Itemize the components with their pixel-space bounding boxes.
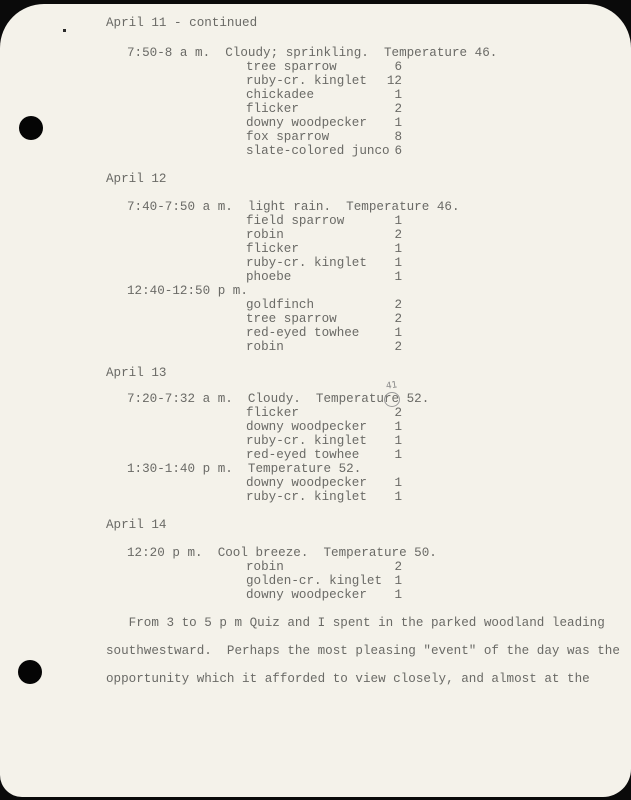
bird-count: 1 [394,256,402,270]
bird-count: 2 [394,560,402,574]
bird-count: 2 [394,228,402,242]
bird-count: 2 [394,340,402,354]
observation-time: 7:20-7:32 a m. Cloudy. Temperature 52. [127,392,430,406]
bird-species: flicker [246,406,299,420]
bird-species: ruby-cr. kinglet [246,256,367,270]
bird-count: 1 [394,88,402,102]
bird-species: flicker [246,242,299,256]
bird-count: 1 [394,270,402,284]
observation-time: 7:40-7:50 a m. light rain. Temperature 46. [127,200,460,214]
bird-species: downy woodpecker [246,116,367,130]
bird-count: 6 [394,144,402,158]
bird-species: ruby-cr. kinglet [246,490,367,504]
bird-count: 1 [394,420,402,434]
bird-species: tree sparrow [246,60,337,74]
bird-species: phoebe [246,270,292,284]
entry-date: April 13 [106,366,167,380]
bird-count: 1 [394,574,402,588]
bird-species: red-eyed towhee [246,448,360,462]
bird-species: downy woodpecker [246,588,367,602]
bird-species: chickadee [246,88,315,102]
ink-speck [63,29,66,32]
bird-species: downy woodpecker [246,476,367,490]
bird-species: fox sparrow [246,130,330,144]
bird-count: 2 [394,312,402,326]
bird-count: 1 [394,490,402,504]
bird-count: 2 [394,102,402,116]
bird-count: 1 [394,448,402,462]
bird-species: red-eyed towhee [246,326,360,340]
bird-species: field sparrow [246,214,345,228]
bird-count: 1 [394,588,402,602]
bird-species: robin [246,340,284,354]
punch-hole-bottom [18,660,42,684]
punch-hole-top [19,116,43,140]
observation-time: 12:20 p m. Cool breeze. Temperature 50. [127,546,437,560]
bird-species: downy woodpecker [246,420,367,434]
bird-count: 2 [394,298,402,312]
entry-date: April 11 - continued [106,16,258,30]
notebook-page [0,4,631,797]
narrative-line: opportunity which it afforded to view closely, and almost at the [106,672,590,686]
bird-species: ruby-cr. kinglet [246,434,367,448]
bird-count: 1 [394,434,402,448]
narrative-line: southwestward. Perhaps the most pleasing "event" of the day was the [106,644,620,658]
bird-species: ruby-cr. kinglet [246,74,367,88]
bird-count: 12 [386,74,402,88]
bird-count: 1 [394,326,402,340]
bird-count: 2 [394,406,402,420]
narrative-line: From 3 to 5 p m Quiz and I spent in the parked woodland leading [106,616,605,630]
bird-species: slate-colored junco [246,144,390,158]
bird-species: golden-cr. kinglet [246,574,383,588]
bird-species: robin [246,228,284,242]
bird-species: goldfinch [246,298,315,312]
bird-species: tree sparrow [246,312,337,326]
bird-species: robin [246,560,284,574]
entry-date: April 14 [106,518,167,532]
bird-count: 1 [394,476,402,490]
handwritten-annotation: 41 [385,380,399,392]
bird-species: flicker [246,102,299,116]
observation-time: 12:40-12:50 p m. [127,284,248,298]
bird-count: 6 [394,60,402,74]
observation-time: 1:30-1:40 p m. Temperature 52. [127,462,362,476]
bird-count: 8 [394,130,402,144]
bird-count: 1 [394,214,402,228]
observation-time: 7:50-8 a m. Cloudy; sprinkling. Temperature 46. [127,46,498,60]
bird-count: 1 [394,242,402,256]
entry-date: April 12 [106,172,167,186]
bird-count: 1 [394,116,402,130]
